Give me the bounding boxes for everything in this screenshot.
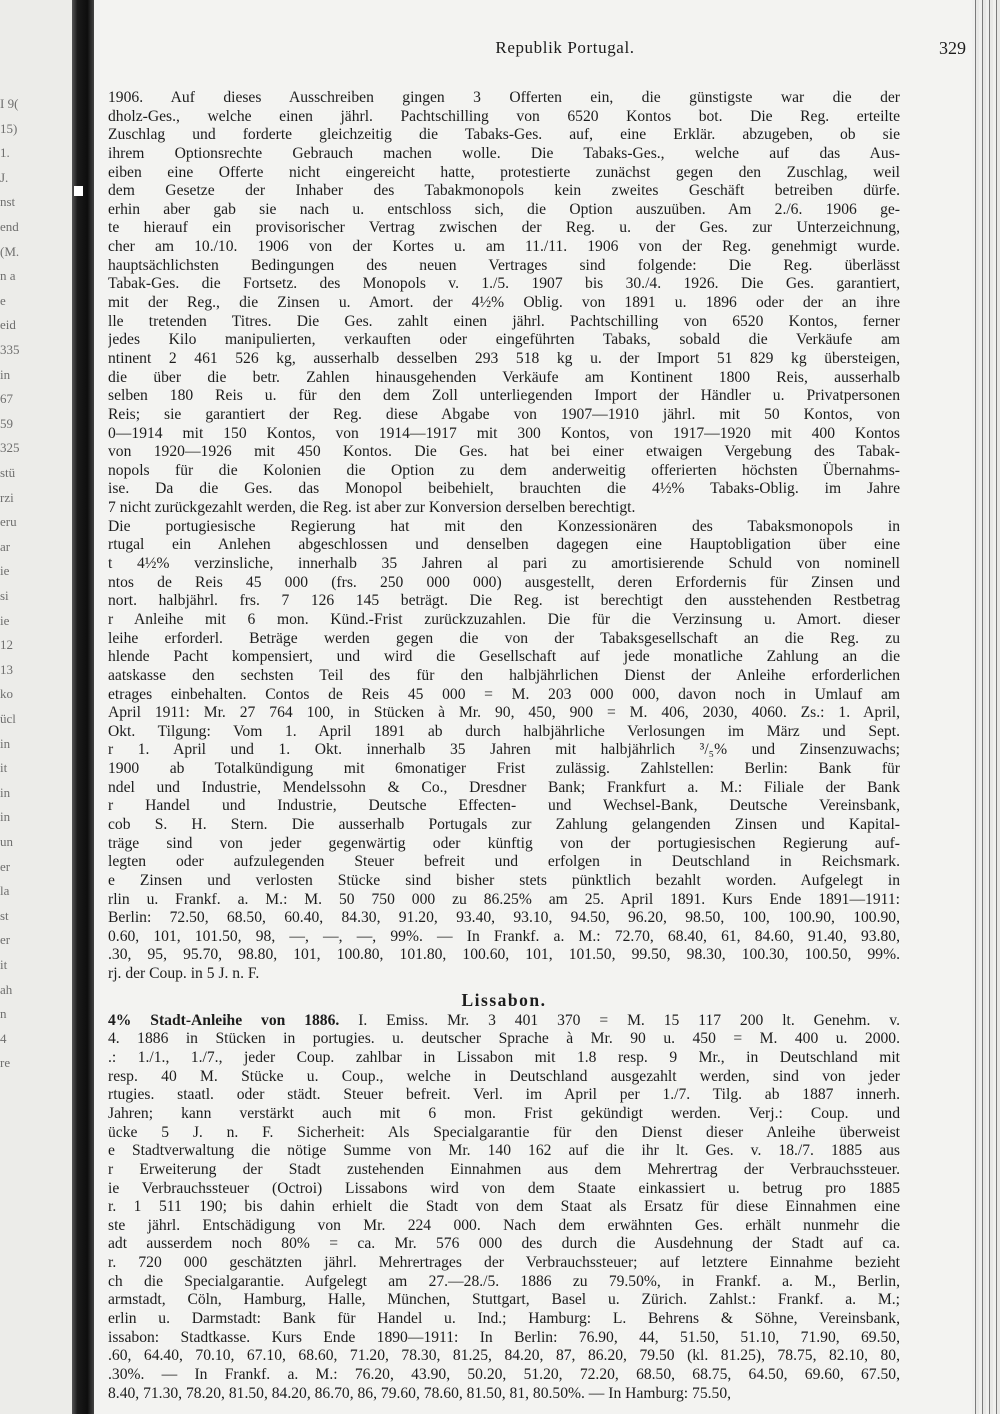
paragraph-line: hlende Pacht kompensiert, und wird die Gesellschaft auf jede monatliche Zahlung an die (108, 648, 900, 666)
left-page-edge (0, 0, 72, 1414)
section-city-loan (108, 1030, 900, 1403)
paragraph-line: eiben eine Offerte nicht eingereicht hatte, protestierte zunächst gegen den Zuschlag, weil (108, 163, 900, 181)
paragraph-line: rlin u. Frankf. a. M.: M. 50 750 000 zu 86.25% am 25. April 1891. Kurs Ende 1891—1911: (108, 890, 900, 908)
margin-fragment: in (0, 809, 11, 825)
paragraph-line: Tabak-Ges. die Fortsetz. des Monopols v. 1./5. 1907 bis 30./4. 1926. Die Ges. garantiert, (108, 275, 900, 293)
paragraph-line: r 1. April und 1. Okt. innerhalb 35 Jahren mit halbjährlich ³/₅% und Zinsenzuwachs; (108, 741, 900, 759)
paragraph-line: Zuschlag und forderte gleichzeitig die Tabaks-Ges. auf, eine Erklär. abzugeben, ob sie (108, 126, 900, 144)
margin-fragment: (M. (0, 243, 20, 259)
paragraph-line: .: 1./1., 1./7., jeder Coup. zahlbar in Lissabon mit 1.8 resp. 9 Mr., in Deutschland mit (108, 1049, 900, 1067)
margin-fragment: la (0, 883, 10, 899)
margin-fragment: 13 (0, 661, 13, 677)
paragraph-line: rtugies. staatl. oder städt. Steuer befreit. Verl. im April per 1./7. Tilg. ab 1887 innerh. (108, 1086, 900, 1104)
margin-fragment: re (0, 1055, 11, 1071)
paragraph-line: 0—1914 mit 150 Kontos, von 1914—1917 mit 300 Kontos, von 1917—1920 mit 400 Kontos (108, 424, 900, 442)
paragraph-line (108, 1012, 900, 1031)
margin-fragment: er (0, 932, 11, 948)
paragraph-line: t 4½% verzinsliche, innerhalb 35 Jahren al pari zu amortisierende Schuld von nominell (108, 555, 900, 573)
margin-fragment: nst (0, 194, 16, 210)
paragraph-line: leihe erforderl. Beträge werden gegen die von der Tabaksgesellschaft an die Reg. zu (108, 629, 900, 647)
paragraph-line: dholz-Ges., welche einen jährl. Pachtschilling von 6520 Kontos bot. Die Reg. erteilte (108, 107, 900, 125)
paragraph-line: etrages einbehalten. Contos de Reis 45 000 = M. 203 000 000, davon noch in Umlauf am (108, 685, 900, 703)
paragraph-line: ie Verbrauchssteuer (Octroi) Lissabons wird von dem Staate einkassiert u. betrug pro 1885 (108, 1179, 900, 1197)
paragraph-line: .60, 64.40, 70.10, 67.10, 68.60, 71.20, 78.30, 81.25, 84.20, 87, 86.20, 79.50 (kl. 81.25), 78.75, 82.10, 80, (108, 1347, 900, 1365)
margin-fragment: J. (0, 169, 9, 185)
book-gutter (72, 0, 94, 1414)
paragraph-line: Okt. Tilgung: Vom 1. April 1891 ab durch halbjährliche Verlosungen im März und Sept. (108, 722, 900, 740)
paragraph-line: Jahren; kann verstärkt auch mit 6 mon. Frist gekündigt werden. Verj.: Coup. und (108, 1104, 900, 1122)
margin-fragment: ah (0, 981, 13, 997)
margin-fragment: it (0, 957, 8, 972)
running-head (100, 38, 970, 60)
margin-fragment: st (0, 907, 9, 923)
margin-fragment: ko (0, 686, 13, 702)
paragraph-line: aatskasse den sechsten Teil des für den halbjährlichen Dienst der Anleihe erforderlichen (108, 666, 900, 684)
paragraph-line: adt ausserdem noch 80% = ca. Mr. 576 000 des durch die Ausdehnung der Stadt auf ca. (108, 1235, 900, 1253)
section-heading-lisbon: Lissabon. (461, 989, 547, 1010)
paragraph-line: ste jährl. Entschädigung von Mr. 224 000. Nach dem erwähnten Ges. erhält nunmehr die (108, 1216, 900, 1234)
margin-fragment: ie (0, 563, 10, 579)
paragraph-line: nort. halbjährl. frs. 7 126 145 beträgt. Die Reg. ist berechtigt den ausstehenden Restbetrag (108, 592, 900, 610)
margin-fragment: 67 (0, 391, 13, 407)
running-head-title: Republik Portugal. (495, 38, 635, 57)
margin-fragment: 12 (0, 637, 13, 653)
paragraph-line: armstadt, Cöln, Hamburg, Halle, München, Stuttgart, Basel u. Zürich. Zahlst.: Frankf. a. M.; (108, 1291, 900, 1309)
margin-fragment: er (0, 858, 11, 874)
margin-fragment: si (0, 588, 9, 603)
paragraph-line: te hierauf ein provisorischer Vertrag zwischen der Reg. u. der Ges. zur Unterzeichnung, (108, 219, 900, 237)
margin-fragment: in (0, 366, 11, 382)
paragraph-line: rtugal ein Anlehen abgeschlossen und denselben dagegen eine Hauptobligation über eine (108, 536, 900, 554)
margin-fragment: it (0, 760, 8, 776)
margin-fragment: 4 (0, 1030, 7, 1046)
paragraph-line: .30%. — In Frankf. a. M.: 76.20, 43.90, 50.20, 51.20, 72.20, 68.50, 68.75, 64.50, 69.60, 67.50, (108, 1365, 900, 1383)
paragraph-line: mit der Reg., die Zinsen u. Amort. der 4½% Oblig. von 1891 u. 1896 oder der an ihre (108, 294, 900, 312)
section-tobacco-monopoly (108, 89, 900, 518)
margin-fragment: rzi (0, 489, 14, 505)
paragraph-line: .30, 95, 95.70, 98.80, 101, 100.80, 101.80, 100.60, 101, 101.50, 99.50, 98.30, 100.30, 100.50, 99%. (108, 946, 900, 964)
paragraph-line: ise. Da die Ges. das Monopol beibehielt, brauchten die 4½% Tabaks-Oblig. im Jahre (108, 480, 900, 498)
paragraph-line: die über die betr. Zahlen hinausgehenden Verkäufe am Kontinent 1800 Reis, ausserhalb (108, 368, 900, 386)
margin-fragment: in (0, 735, 11, 751)
paragraph-line: ntos de Reis 45 000 (frs. 250 000 000) ausgestellt, deren Erfordernis für Zinsen und (108, 573, 900, 591)
paragraph-line: dem Gesetze der Inhaber des Tabakmonopols kein zweites Geschäft betreiben dürfe. (108, 182, 900, 200)
paragraph-line: r Anleihe mit 6 mon. Künd.-Frist zurückzuzahlen. Die für die Verzinsung u. Amort. dieser (108, 610, 900, 628)
paragraph-line: nopols für die Kolonien die Option zu dem anderweitig offerierten höchsten Übernahms- (108, 461, 900, 479)
page-number: 329 (939, 38, 966, 58)
paragraph-line: lle tretenden Titres. Die Ges. zahlt einen jährl. Pachtschilling von 6520 Kontos, ferner (108, 312, 900, 330)
paragraph-line: April 1911: Mr. 27 764 100, in Stücken à Mr. 90, 450, 900 = M. 406, 2030, 4060. Zs.: 1. April, (108, 704, 900, 722)
paragraph-line: ücke 5 J. n. F. Sicherheit: Als Specialgarantie für den Dienst dieser Anleihe überweist (108, 1123, 900, 1141)
paragraph-line: Die portugiesische Regierung hat mit den Konzessionären des Tabaksmonopols in (108, 517, 900, 535)
paragraph-line: 7 nicht zurückgezahlt werden, die Reg. ist aber zur Konversion derselben berechtigt. (108, 499, 636, 517)
margin-fragment: e (0, 292, 6, 308)
margin-fragment: stü (0, 465, 16, 480)
paragraph-line: jedes Kilo manipulierten, verkauften oder eingeführten Tabaks, sobald die Verkäufe am (108, 331, 900, 349)
margin-fragment: 59 (0, 415, 13, 431)
paragraph-line: erlin u. Darmstadt: Bank für Handel u. Ind.; Hamburg: L. Behrens & Söhne, Vereinsbank, (108, 1310, 900, 1327)
loan-title: 4% Stadt-Anleihe von 1886. (108, 1011, 340, 1029)
paragraph-line: träge sind von jeder gegenwärtig oder künftig von der portugiesischen Regierung auf- (108, 834, 900, 852)
margin-fragment: 1. (0, 145, 10, 161)
paragraph-line: erhin aber gab sie nach u. entschloss sich, die Option auszuüben. Am 2./6. 1906 ge- (108, 200, 900, 218)
paragraph-line: cher am 10./10. 1906 von der Kortes u. am 11./11. 1906 von der Reg. genehmigt wurde. (108, 238, 900, 256)
paragraph-line: 4. 1886 in Stücken in portugies. u. deutscher Sprache à Mr. 90 u. 450 = M. 400 u. 2000. (108, 1030, 900, 1048)
paragraph-line: von 1920—1926 mit 450 Kontos. Die Ges. hat bei einer etwaigen Vergebung des Tabak- (108, 443, 900, 461)
margin-fragment: n a (0, 268, 16, 284)
paragraph-line: legten oder aufzulegenden Steuer befreit und erfolgen in Deutschland in Reichsmark. (108, 853, 900, 871)
paragraph-line: 1906. Auf dieses Ausschreiben gingen 3 Offerten ein, die günstigste war die der (108, 89, 900, 106)
margin-fragment: eid (0, 317, 16, 333)
paragraph-line: Reis; sie garantiert der Reg. diese Abgabe von 1907—1910 jährl. mit 50 Kontos, von (108, 405, 900, 423)
paragraph-line: ndel und Industrie, Mendelssohn & Co., Dresdner Bank; Frankfurt a. M.: Filiale der Bank (108, 778, 900, 796)
paragraph-line: 0.60, 101, 101.50, 98, —, —, —, 99%. — In Frankf. a. M.: 72.70, 68.40, 61, 84.60, 91.40, 93.80, (108, 927, 900, 945)
page-edge-stack (972, 0, 1000, 1414)
paragraph-line: r. 720 000 geschätzten jährl. Mehrertrages der Verbrauchssteuer; auf letztere Einnahme bezieht (108, 1254, 900, 1272)
gutter-mark (74, 186, 83, 196)
paragraph-line: r Handel und Industrie, Deutsche Effecten- und Wechsel-Bank, Deutsche Vereinsbank, (108, 797, 900, 815)
loan-title-rest: I. Emiss. Mr. 3 401 370 = M. 15 117 200 lt. Genehm. v. (358, 1011, 900, 1029)
margin-fragment: 325 (0, 440, 20, 456)
margin-fragment: un (0, 834, 13, 849)
paragraph-line: 1900 ab Totalkündigung mit 6monatiger Frist zulässig. Zahlstellen: Berlin: Bank für (108, 760, 900, 778)
margin-fragment: in (0, 784, 11, 800)
paragraph-line: hauptsächlichsten Bedingungen des neuen Vertrages sind folgende: Die Reg. überlässt (108, 256, 900, 274)
text-block (108, 89, 900, 1403)
margin-fragment: eru (0, 514, 17, 530)
margin-fragment: I 9( (0, 96, 19, 111)
margin-fragment: ücl (0, 711, 16, 726)
margin-fragment: ar (0, 538, 11, 554)
paragraph-line: resp. 40 M. Stücke u. Coup., welche in Deutschland ausgezahlt werden, sind von jeder (108, 1067, 900, 1085)
paragraph-line: r Erweiterung der Stadt zustehenden Einnahmen aus dem Mehrertrag der Verbrauchssteuer. (108, 1160, 900, 1178)
paragraph-line: ch die Specialgarantie. Aufgelegt am 27.—28./5. 1886 zu 79.50%, in Frankf. a. M., Berlin, (108, 1272, 900, 1290)
paragraph-line: issabon: Stadtkasse. Kurs Ende 1890—1911: In Berlin: 76.90, 44, 51.50, 51.10, 71.90, 69.50, (108, 1328, 900, 1346)
paragraph-line: Berlin: 72.50, 68.50, 60.40, 84.30, 91.20, 93.40, 93.10, 94.50, 96.20, 98.50, 100, 100.90, 100.90, (108, 909, 900, 927)
paragraph-line: e Stadtverwaltung die nötige Summe von Mr. 140 162 auf die ihr lt. Ges. v. 18./7. 1885 aus (108, 1142, 900, 1160)
paragraph-line: r. 1 511 190; bis dahin erhielt die Stadt von dem Staat als Ersatz für diese Einnahmen eine (108, 1198, 900, 1216)
section-tobacco-loan (108, 518, 900, 984)
paragraph-line: e Zinsen und verlosten Stücke sind bisher stets pünktlich bezahlt worden. Aufgelegt in (108, 871, 900, 889)
margin-fragment: 335 (0, 342, 20, 357)
margin-fragment: end (0, 219, 19, 234)
margin-fragment: 15) (0, 120, 18, 136)
paragraph-line: ihrem Optionsrechte Gebrauch machen wolle. Die Tabaks-Ges., welche auf das Aus- (108, 144, 900, 162)
margin-fragment: n (0, 1006, 7, 1022)
paragraph-line: 8.40, 71.30, 78.20, 81.50, 84.20, 86.70, 86, 79.60, 78.60, 81.50, 81, 80.50%. — In Hamburg: 75.50, (108, 1384, 732, 1402)
paragraph-line: selben 180 Reis u. für den dem Zoll unterliegenden Import der Händler u. Privatpersonen (108, 387, 900, 405)
paragraph-line: ntinent 2 461 526 kg, ausserhalb desselben 293 518 kg u. der Import 51 829 kg übersteigen, (108, 349, 900, 367)
paragraph-line: cob S. H. Stern. Die ausserhalb Portugals zur Zahlung gelangenden Zinsen und Kapital- (108, 815, 900, 833)
margin-fragment: ie (0, 612, 10, 628)
paragraph-line: rj. der Coup. in 5 J. n. F. (108, 965, 260, 983)
